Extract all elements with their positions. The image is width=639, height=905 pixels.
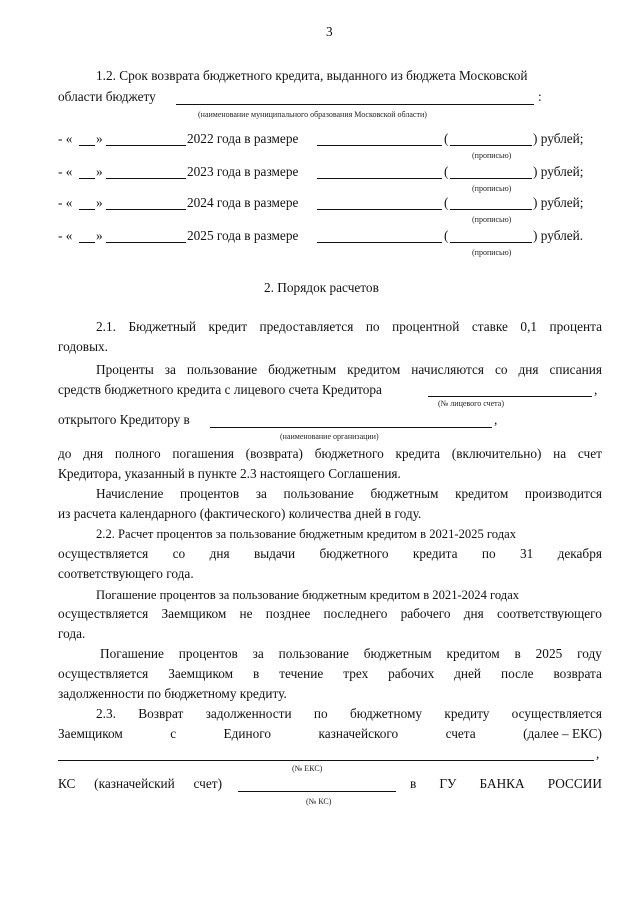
p2-comma: , [594,382,598,397]
word: Проценты [96,362,154,377]
p1-line1 [58,319,602,335]
row-caption: (прописью) [472,151,512,160]
word: (включительно) [451,446,542,461]
p7-comma: , [596,746,600,761]
word: Начисление [96,486,164,501]
word: казначейского [318,726,399,741]
clause-1-2-line1: 1.2. Срок возврата бюджетного кредита, выданного из бюджета Московской [96,68,528,83]
word: процента [549,319,602,334]
word: 31 [519,546,534,561]
word: пользование [186,362,258,377]
word: последнего [323,606,388,621]
month-blank [106,242,186,243]
word: бюджетным [268,362,337,377]
p4-line3: соответствующего года. [58,566,194,581]
day-blank [79,242,95,243]
word: начисляются [411,362,484,377]
row-tail: ) рублей. [533,228,584,243]
word: 0,1 [520,319,538,334]
row-open-paren: ( [444,228,449,243]
word: выдачи [253,546,296,561]
word: процентов [178,646,238,661]
word: производится [524,486,602,501]
word: после [500,666,534,681]
row-year-text: 2024 года в размере [187,195,299,210]
organization-caption: (наименование организации) [280,432,379,441]
word: по [365,319,380,334]
p1-line2: годовых. [58,339,108,354]
word: осуществляется [58,666,149,681]
p2-comma2: , [494,412,498,427]
day-blank [79,209,95,210]
row-open-paren: ( [444,131,449,146]
word: дней [454,666,482,681]
month-blank [106,209,186,210]
amount-blank [317,178,442,179]
word: Заемщиком [168,666,234,681]
word: бюджетному [349,706,423,721]
page-number: 3 [326,24,333,39]
p4-line1: 2.2. Расчет процентов за пользование бюджетным кредитом в 2021-2025 годах [96,527,516,541]
word: Заемщиком [58,726,123,741]
row-year-text: 2023 года в размере [187,164,299,179]
row-caption: (прописью) [472,248,512,257]
word: за [164,362,176,377]
word: бюджетного [314,446,384,461]
row-quote-close: » [96,195,103,210]
row-caption: (прописью) [472,184,512,193]
p5-line3: года. [58,626,86,641]
word: счет [577,446,602,461]
ks-caption: (№ КС) [306,797,332,806]
word: КС [58,776,76,791]
row-open-paren: ( [444,164,449,179]
p3-line2: из расчета календарного (фактического) количества дней в году. [58,506,422,521]
amount-words-blank [450,145,532,146]
clause-1-2-line2: области бюджету [58,89,156,104]
row-tail: ) рублей; [533,131,584,146]
word: до [58,446,72,461]
eks-number-blank [58,760,594,761]
word: (казначейский [94,776,175,791]
account-number-caption: (№ лицевого счета) [438,399,504,408]
word: РОССИИ [547,776,602,791]
ks-number-blank [238,791,396,792]
word: процентов [180,486,240,501]
word: кредитом [446,646,500,661]
word: в [252,666,260,681]
word: пользование [283,486,354,501]
word: году [577,646,602,661]
word: в [410,776,417,791]
p2-line1 [58,362,602,378]
row-open-paren: ( [444,195,449,210]
day-blank [79,145,95,146]
word: кредиту [444,706,490,721]
word: позднее [265,606,311,621]
word: списания [549,362,602,377]
word: возврата [553,666,602,681]
word: предоставляется [259,319,354,334]
p7-line1 [58,706,602,722]
day-blank [79,178,95,179]
row-dash: - « [58,131,73,146]
word: кредит [208,319,248,334]
word: пользование [278,646,349,661]
p6-line2 [58,666,602,682]
word: бюджетного [319,546,389,561]
row-year-text: 2025 года в размере [187,228,299,243]
word: дня [83,446,104,461]
word: полного [114,446,161,461]
p2-line2: средств бюджетного кредита с лицевого счета Кредитора [58,382,382,397]
row-tail: ) рублей; [533,195,584,210]
amount-words-blank [450,178,532,179]
word: рабочего [400,606,451,621]
word: рабочих [388,666,435,681]
word: кредитом [455,486,509,501]
word: бюджетным [370,486,439,501]
word: счета [445,726,476,741]
p2-line5: Кредитора, указанный в пункте 2.3 настоящего Соглашения. [58,466,401,481]
month-blank [106,178,186,179]
p4-line2 [58,546,602,562]
word: бюджетным [363,646,432,661]
colon: : [538,89,542,104]
word: за [252,646,264,661]
word: 2025 [535,646,563,661]
amount-blank [317,209,442,210]
section-heading: 2. Порядок расчетов [264,280,379,295]
word: осуществляется [58,546,149,561]
row-quote-close: » [96,131,103,146]
row-dash: - « [58,195,73,210]
row-quote-close: » [96,164,103,179]
word: счет) [193,776,222,791]
word: кредита [412,546,458,561]
amount-blank [317,145,442,146]
p3-line1 [58,486,602,502]
p6-line3: задолженности по бюджетному кредиту. [58,686,287,701]
amount-words-blank [450,242,532,243]
word: Бюджетный [128,319,197,334]
word: с [170,726,177,741]
row-dash: - « [58,164,73,179]
word: дня [518,362,539,377]
word: осуществляется [511,706,602,721]
word: со [172,546,186,561]
p5-line2 [58,606,602,622]
word: по [313,706,328,721]
word: ГУ [439,776,457,791]
eks-caption: (№ ЕКС) [292,764,323,773]
word: за [255,486,267,501]
p5-line1: Погашение процентов за пользование бюджетным кредитом в 2021-2024 годах [96,588,520,602]
amount-blank [317,242,442,243]
word: 2.3. [96,706,116,721]
word: декабря [557,546,602,561]
word: не [239,606,253,621]
word: погашения [172,446,234,461]
word: Заемщиком [161,606,227,621]
word: дня [209,546,230,561]
word: процентной [392,319,460,334]
word: Погашение [100,646,164,661]
p7-line2 [58,726,602,742]
word: соответствующего [496,606,602,621]
word: Возврат [138,706,184,721]
word: по [481,546,496,561]
amount-words-blank [450,209,532,210]
word: (возврата) [245,446,303,461]
word: (далее – ЕКС) [523,726,602,741]
row-caption: (прописью) [472,215,512,224]
municipality-caption: (наименование муниципального образования Московской области) [198,110,427,119]
municipality-blank [176,104,534,105]
p2-line4 [58,446,602,462]
p6-line1 [58,646,602,662]
row-quote-close: » [96,228,103,243]
p2-line3: открытого Кредитору в [58,412,190,427]
word: осуществляется [58,606,149,621]
word: ставке [471,319,508,334]
word: Единого [223,726,272,741]
row-dash: - « [58,228,73,243]
word: задолженности [205,706,292,721]
word: со [494,362,508,377]
word: БАНКА [479,776,525,791]
organization-blank [210,427,492,428]
row-year-text: 2022 года в размере [187,131,299,146]
word: кредитом [347,362,401,377]
row-tail: ) рублей; [533,164,584,179]
word: дня [463,606,484,621]
word: в [514,646,521,661]
word: течение [279,666,324,681]
word: 2.1. [96,319,116,334]
word: трех [343,666,369,681]
account-number-blank [428,396,592,397]
word: на [553,446,567,461]
month-blank [106,145,186,146]
word: кредита [395,446,441,461]
